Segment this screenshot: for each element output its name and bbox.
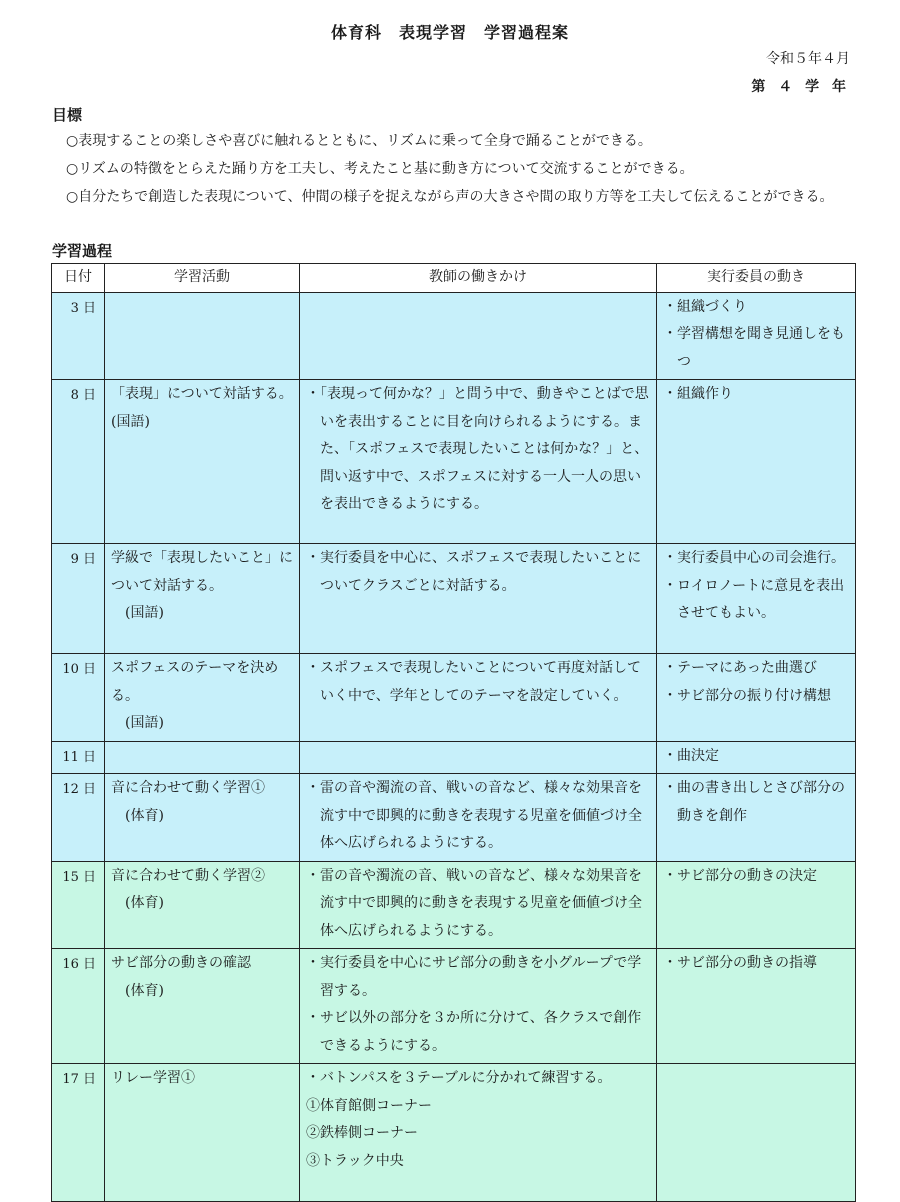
activity-line: 音に合わせて動く学習①: [111, 780, 265, 796]
activity-line: (国語): [125, 605, 164, 621]
activity-cell: [105, 380, 300, 544]
teacher-line: ・「表現って何かな？」と問う中で、動きやことばで思いを表出することに目を向けられるようにする。また、「スポフェスで表現したいことは何かな？」と、問い返す中で、スポフェスに対する一人一人の思いを表出できるようにする。: [306, 386, 649, 512]
table-header-row: [52, 264, 856, 293]
document-date: 令和５年４月: [766, 51, 850, 67]
committee-line: ・サビ部分の動きの決定: [663, 867, 817, 884]
table-row: [52, 861, 856, 949]
teacher-line: ・スポフェスで表現したいことについて再度対話していく中で、学年としてのテーマを設定していく。: [306, 660, 642, 704]
activity-cell: [105, 544, 300, 654]
teacher-cell: [300, 949, 657, 1064]
activity-cell: [105, 654, 300, 742]
goal-item: ○リズムの特徴をとらえた踊り方を工夫し、考えたこと基に動き方について交流することができる。: [66, 161, 694, 177]
table-row: [52, 741, 856, 774]
learning-process-table: [51, 263, 856, 1202]
committee-cell: [657, 741, 856, 774]
activity-cell: [105, 292, 300, 380]
committee-cell: [657, 774, 856, 862]
activity-line: 音に合わせて動く学習②: [111, 867, 265, 884]
teacher-cell: [300, 654, 657, 742]
teacher-cell: [300, 380, 657, 544]
committee-line: ・学習構想を聞き見通しをもつ: [663, 326, 845, 370]
goal-item: ○自分たちで創造した表現について、仲間の様子を捉えながら声の大きさや間の取り方等を工夫して伝えることができる。: [66, 189, 834, 205]
committee-line: ・テーマにあった曲選び: [663, 660, 817, 676]
column-header-committee: 実行委員の動き: [657, 264, 856, 293]
date-cell: 11 日: [52, 741, 105, 774]
committee-line: ・ロイロノートに意見を表出させてもよい。: [663, 577, 845, 621]
activity-line: サビ部分の動きの確認: [111, 955, 251, 971]
date-cell: 16 日: [52, 949, 105, 1064]
committee-line: ・サビ部分の動きの指導: [663, 955, 817, 971]
committee-line: ・曲の書き出しとさび部分の動きを創作: [663, 780, 845, 824]
activity-line: (国語): [125, 715, 164, 731]
teacher-line: ・実行委員を中心にサビ部分の動きを小グループで学習する。: [306, 955, 642, 999]
committee-line: ・曲決定: [663, 747, 719, 764]
activity-cell: [105, 774, 300, 862]
teacher-cell: [300, 544, 657, 654]
date-cell: 15 日: [52, 861, 105, 949]
date-cell: 12 日: [52, 774, 105, 862]
teacher-line: ・実行委員を中心に、スポフェスで表現したいことについてクラスごとに対話する。: [306, 550, 642, 594]
table-row: [52, 292, 856, 380]
activity-line: スポフェスのテーマを決める。: [111, 660, 279, 704]
activity-line: 学級で「表現したいこと」について対話する。: [111, 550, 293, 594]
committee-cell: [657, 544, 856, 654]
document-title: 体育科 表現学習 学習過程案: [330, 23, 569, 42]
process-heading: 学習過程: [52, 242, 113, 260]
date-cell: 9 日: [52, 544, 105, 654]
teacher-line: ②鉄棒側コーナー: [306, 1125, 418, 1141]
date-cell: 17 日: [52, 1064, 105, 1202]
grade-label: 第 ４ 学 年: [751, 79, 850, 95]
teacher-line: ・雷の音や濁流の音、戦いの音など、様々な効果音を流す中で即興的に動きを表現する児童を価値づけ全体へ広げられるようにする。: [306, 780, 642, 851]
committee-cell: [657, 949, 856, 1064]
date-cell: 10 日: [52, 654, 105, 742]
column-header-date: 日付: [52, 264, 105, 293]
activity-line: リレー学習①: [111, 1070, 195, 1086]
table-row: [52, 774, 856, 862]
table-row: [52, 654, 856, 742]
column-header-activity: 学習活動: [105, 264, 300, 293]
committee-line: ・実行委員中心の司会進行。: [663, 550, 845, 566]
goals-heading: 目標: [52, 106, 83, 124]
committee-line: ・組織づくり: [663, 298, 747, 315]
teacher-line: ・雷の音や濁流の音、戦いの音など、様々な効果音を流す中で即興的に動きを表現する児童を価値づけ全体へ広げられるようにする。: [306, 867, 642, 939]
goal-item: ○表現することの楽しさや喜びに触れるとともに、リズムに乗って全身で踊ることができる。: [66, 133, 652, 149]
date-cell: 3 日: [52, 292, 105, 380]
goals-list: [66, 127, 856, 211]
teacher-cell: [300, 741, 657, 774]
activity-cell: [105, 741, 300, 774]
table-row: [52, 544, 856, 654]
committee-cell: [657, 292, 856, 380]
committee-cell: [657, 654, 856, 742]
committee-cell: [657, 861, 856, 949]
teacher-cell: [300, 774, 657, 862]
committee-cell: [657, 380, 856, 544]
table-body: [52, 292, 856, 1202]
teacher-line: ・バトンパスを３テーブルに分かれて練習する。: [306, 1070, 612, 1086]
table-row: [52, 380, 856, 544]
activity-cell: [105, 861, 300, 949]
teacher-cell: [300, 292, 657, 380]
committee-line: ・組織作り: [663, 386, 733, 402]
activity-line: (体育): [125, 895, 164, 911]
teacher-line: ③トラック中央: [306, 1152, 404, 1169]
activity-line: (体育): [125, 807, 164, 824]
date-cell: 8 日: [52, 380, 105, 544]
teacher-cell: [300, 861, 657, 949]
teacher-line: ①体育館側コーナー: [306, 1097, 432, 1114]
committee-line: ・サビ部分の振り付け構想: [663, 687, 831, 704]
activity-cell: [105, 949, 300, 1064]
activity-line: 「表現」について対話する。(国語): [111, 386, 293, 430]
table-row: [52, 949, 856, 1064]
activity-line: (体育): [125, 982, 164, 999]
teacher-line: ・サビ以外の部分を３か所に分けて、各クラスで創作できるようにする。: [306, 1010, 642, 1054]
column-header-teacher: 教師の働きかけ: [300, 264, 657, 293]
